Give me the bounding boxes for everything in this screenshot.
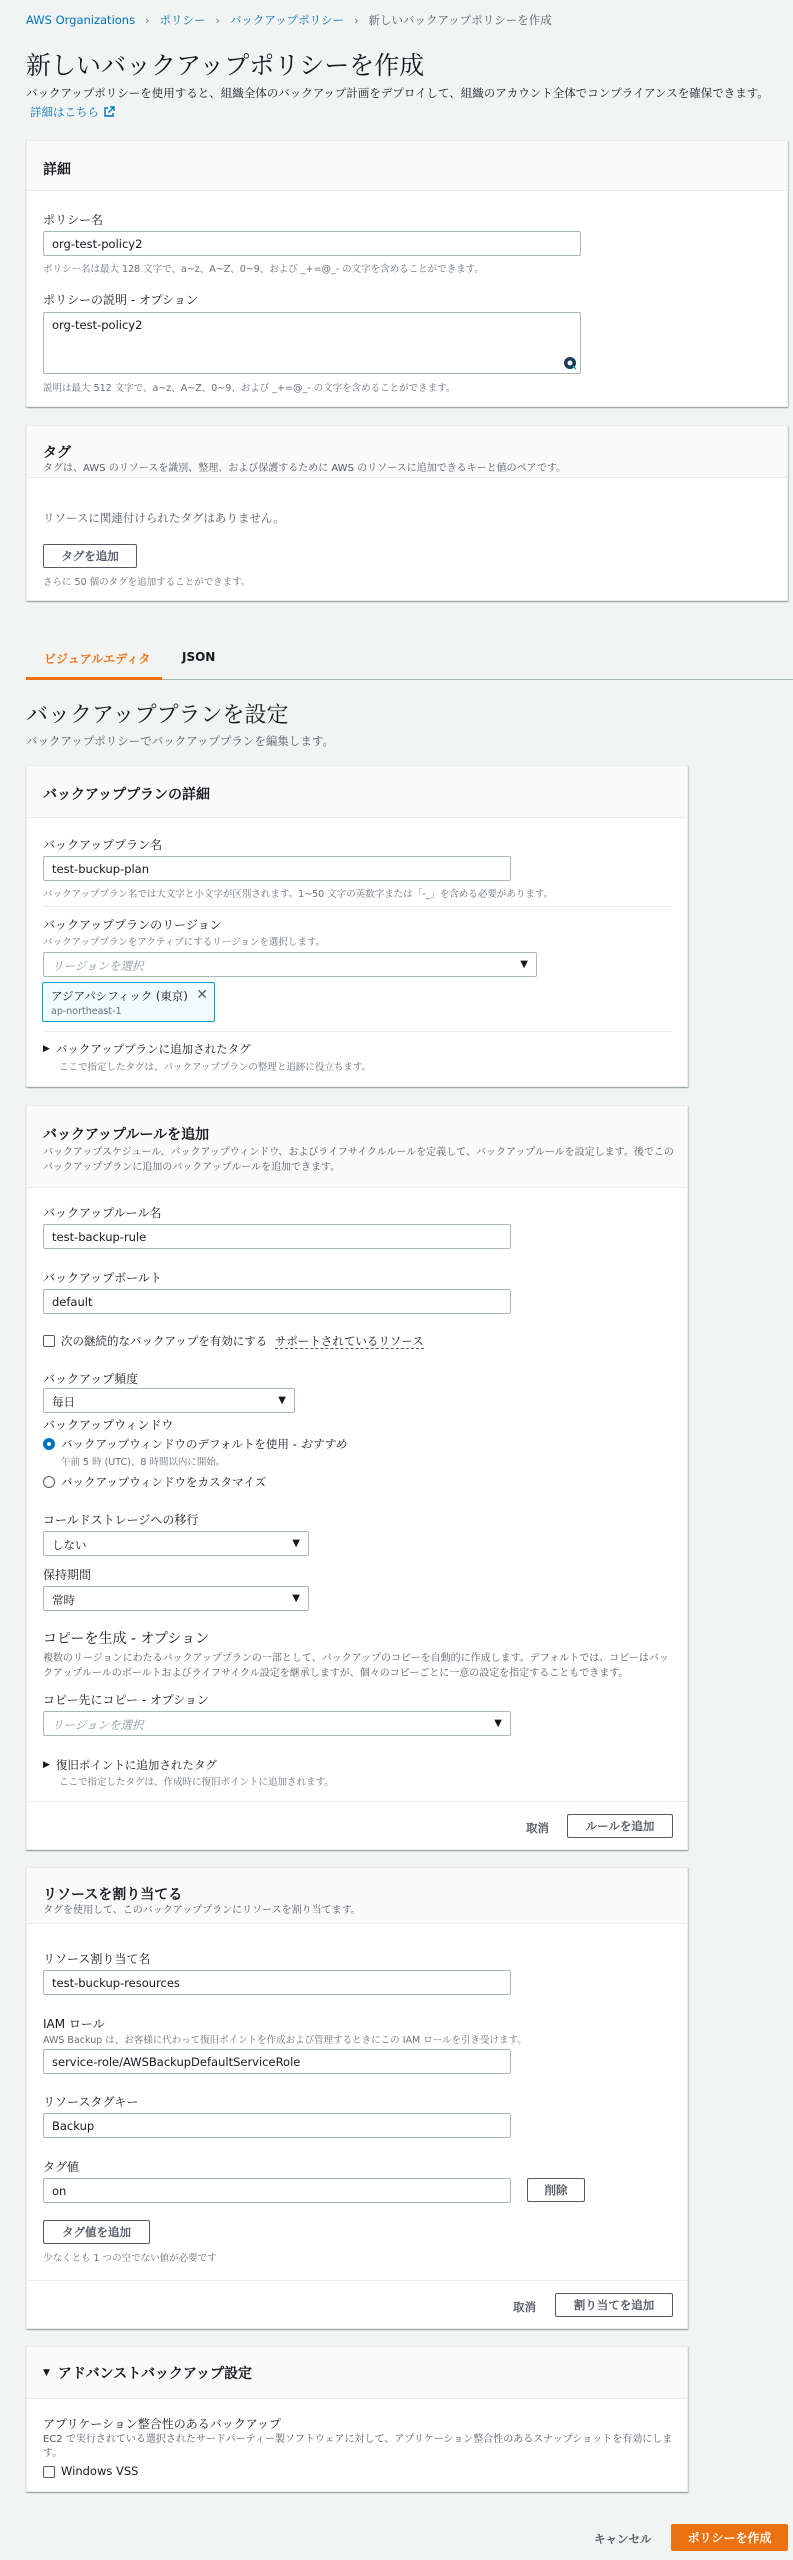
rp-tags-expander-label: 復旧ポイントに追加されたタグ [55, 1758, 217, 1772]
external-link-icon [103, 106, 115, 118]
copy-desc-1: 複数のリージョンにわたるバックアッププランの一部として、バックアップのコピーを自動的に作成します。デフォルトでは、コピーはバッ [43, 1653, 669, 1664]
assign-resources-card [26, 1867, 688, 2329]
tag-key-label: リソースタグキー [43, 2095, 139, 2109]
windows-vss-label: Windows VSS [61, 2464, 139, 2478]
details-card-header [27, 141, 787, 191]
tab-json[interactable]: JSON [182, 650, 216, 664]
breadcrumb-separator: › [354, 13, 359, 27]
plan-region-label: バックアッププランのリージョン [43, 918, 222, 932]
divider [43, 906, 673, 907]
continuous-backup-text: 次の継続的なバックアップを有効にする [61, 1334, 268, 1348]
backup-rule-subtitle-2: バックアッププランに追加のバックアップルールを追加できます。 [43, 1162, 341, 1173]
retention-label: 保持期間 [43, 1568, 92, 1582]
region-token-label: アジアパシフィック (東京) [51, 989, 188, 1003]
policy-name-input[interactable]: org-test-policy2 [43, 231, 581, 256]
plan-section-title: バックアッププランを設定 [26, 703, 289, 728]
window-default-label [61, 1436, 347, 1452]
cold-storage-value: しない [52, 1538, 87, 1552]
copy-desc-2: クアップルールのボールトおよびライフサイクル設定を継承しますが、個々のコピーごとに一意の設定を指定することもできます。 [43, 1668, 629, 1679]
add-tag-value-hint: 少なくとも 1 つの空でない値が必要です [43, 2253, 217, 2264]
cancel-button[interactable]: キャンセル [594, 2532, 652, 2546]
backup-rule-title: バックアップルールを追加 [43, 1127, 210, 1143]
supported-resources-link[interactable]: サポートされているリソース [274, 1334, 424, 1348]
app-consistent-label: アプリケーション整合性のあるバックアップ [43, 2417, 281, 2431]
learn-more-link[interactable] [30, 104, 115, 120]
caret-right-icon: ▶ [43, 1044, 50, 1054]
details-title: 詳細 [43, 162, 71, 178]
tab-visual-editor[interactable]: ビジュアルエディタ [44, 652, 151, 666]
remove-token-icon[interactable]: ✕ [196, 987, 208, 1003]
breadcrumb-separator: › [215, 13, 220, 27]
copy-dest-label: コピー先にコピー - オプション [43, 1693, 209, 1707]
app-consistent-desc-1: EC2 で実行されている選択されたサードパーティー製ソフトウェアに対して、アプリケーション整合性のあるスナップショットを有効にしま [43, 2434, 673, 2445]
policy-desc-value: org-test-policy2 [52, 318, 143, 332]
breadcrumb-backup-policies[interactable]: バックアップポリシー [229, 13, 345, 27]
policy-name-label: ポリシー名 [43, 213, 104, 227]
region-token-code: ap-northeast-1 [51, 1006, 122, 1017]
add-rule-button[interactable]: ルールを追加 [567, 1814, 673, 1838]
divider [43, 1031, 673, 1032]
plan-tags-expander-hint: ここで指定したタグは、バックアッププランの整理と追跡に役立ちます。 [59, 1062, 372, 1073]
details-card [26, 140, 788, 407]
tag-value-input[interactable]: on [43, 2178, 511, 2203]
tag-key-input[interactable]: Backup [43, 2113, 511, 2138]
active-tab-indicator [26, 677, 162, 680]
cold-storage-select[interactable] [43, 1531, 309, 1556]
plan-section-subtitle: バックアップポリシーでバックアッププランを編集します。 [26, 734, 334, 748]
plan-region-select[interactable] [43, 952, 537, 977]
resize-handle-icon[interactable] [563, 356, 577, 370]
plan-details-header [27, 766, 687, 818]
plan-details-title: バックアッププランの詳細 [43, 787, 211, 803]
divider [27, 2280, 687, 2281]
iam-role-input[interactable]: service-role/AWSBackupDefaultServiceRole [43, 2049, 511, 2074]
plan-name-input[interactable]: test-buckup-plan [43, 856, 511, 881]
vault-input[interactable]: default [43, 1289, 511, 1314]
tags-empty-text: リソースに関連付けられたタグはありません。 [43, 511, 285, 525]
rp-tags-hint: ここで指定したタグは、作成時に復旧ポイントに追加されます。 [59, 1777, 334, 1788]
app-consistent-desc-2: す。 [43, 2448, 63, 2459]
plan-region-hint: バックアッププランをアクティブにするリージョンを選択します。 [43, 937, 326, 948]
plan-name-hint: バックアッププラン名では大文字と小文字が区別されます。1~50 文字の英数字または「-_」を含める必要があります。 [43, 889, 554, 900]
breadcrumb-separator: › [145, 13, 150, 27]
create-policy-button[interactable]: ポリシーを作成 [671, 2524, 788, 2551]
advanced-settings-card [26, 2346, 688, 2492]
rp-tags-expander[interactable] [43, 1757, 217, 1773]
plan-tags-expander[interactable] [43, 1041, 251, 1057]
rule-name-label: バックアップルール名 [43, 1206, 162, 1220]
editor-tabs [26, 640, 793, 680]
rule-cancel-button[interactable]: 取消 [526, 1821, 549, 1835]
breadcrumb-policies[interactable]: ポリシー [159, 13, 206, 27]
delete-tag-value-button[interactable]: 削除 [527, 2178, 585, 2202]
assign-name-label: リソース割り当て名 [43, 1952, 151, 1966]
caret-right-icon: ▶ [43, 1760, 50, 1770]
plan-name-label: バックアッププラン名 [43, 838, 163, 852]
add-tag-button[interactable]: タグを追加 [43, 544, 137, 568]
window-custom-radio[interactable] [43, 1476, 55, 1488]
tags-hint: さらに 50 個のタグを追加することができます。 [43, 577, 251, 588]
tags-title: タグ [43, 445, 71, 461]
backup-rule-subtitle-1: バックアップスケジュール、バックアップウィンドウ、およびライフサイクルルールを定義して、バックアップルールを設定します。後でこの [43, 1147, 674, 1158]
window-default-radio[interactable] [43, 1438, 55, 1450]
continuous-backup-checkbox[interactable] [43, 1335, 55, 1347]
window-default-hint: 午前 5 時 (UTC)、8 時間以内に開始。 [61, 1457, 226, 1468]
assign-cancel-button[interactable]: 取消 [513, 2300, 536, 2314]
windows-vss-checkbox[interactable] [43, 2466, 55, 2478]
window-default-text: バックアップウィンドウのデフォルトを使用 - [61, 1437, 301, 1451]
iam-role-label: IAM ロール [43, 2017, 105, 2031]
rule-name-input[interactable]: test-backup-rule [43, 1224, 511, 1249]
backup-rule-header [27, 1106, 687, 1188]
caret-down-icon: ▼ [43, 2367, 50, 2378]
assign-title: リソースを割り当てる [43, 1887, 183, 1903]
retention-value: 常時 [52, 1593, 75, 1607]
divider [27, 1801, 687, 1802]
page-title: 新しいバックアップポリシーを作成 [26, 51, 425, 80]
frequency-label: バックアップ頻度 [43, 1372, 139, 1386]
page-description: バックアップポリシーを使用すると、組織全体のバックアップ計画をデプロイして、組織のアカウント全体でコンプライアンスを確保できます。 [26, 86, 769, 100]
copy-dest-select[interactable] [43, 1711, 511, 1736]
breadcrumb [26, 12, 552, 28]
policy-name-hint: ポリシー名は最大 128 文字で、a~z、A~Z、0~9、および _+=@_- の文字を含めることができます。 [43, 264, 484, 275]
breadcrumb-current: 新しいバックアップポリシーを作成 [368, 13, 552, 27]
learn-more-label: 詳細はこちら [30, 105, 99, 119]
frequency-value: 毎日 [52, 1395, 75, 1409]
tags-card-header [27, 426, 787, 478]
tag-value-label: タグ値 [43, 2160, 80, 2174]
window-custom-label: バックアップウィンドウをカスタマイズ [61, 1475, 267, 1489]
policy-desc-label: ポリシーの説明 - オプション [43, 293, 198, 307]
breadcrumb-organizations[interactable]: AWS Organizations [26, 13, 136, 27]
window-label: バックアップウィンドウ [43, 1418, 174, 1432]
window-default-recommended: おすすめ [300, 1437, 347, 1451]
tags-subtitle: タグは、AWS のリソースを識別、整理、および保護するために AWS のリソースに追加できるキーと値のペアです。 [43, 463, 567, 474]
retention-select[interactable] [43, 1586, 309, 1611]
copy-dest-placeholder: リージョンを選択 [52, 1718, 144, 1732]
continuous-backup-label [61, 1333, 424, 1349]
plan-details-card [26, 765, 688, 1087]
vault-label: バックアップボールト [43, 1271, 162, 1285]
cold-storage-label: コールドストレージへの移行 [43, 1513, 199, 1527]
add-tag-value-button[interactable]: タグ値を追加 [43, 2220, 150, 2244]
policy-desc-textarea[interactable] [43, 312, 581, 374]
plan-region-placeholder: リージョンを選択 [52, 959, 144, 973]
region-token [42, 982, 215, 1022]
iam-role-hint: AWS Backup は、お客様に代わって復旧ポイントを作成および管理するときにこの IAM ロールを引き受けます。 [43, 2035, 527, 2046]
copy-title: コピーを生成 - オプション [43, 1631, 210, 1647]
advanced-title: アドバンストバックアップ設定 [57, 2365, 252, 2382]
backup-rule-card [26, 1105, 688, 1850]
policy-desc-hint: 説明は最大 512 文字で、a~z、A~Z、0~9、および _+=@_- の文字を含めることができます。 [43, 383, 456, 394]
frequency-select[interactable] [43, 1388, 295, 1413]
assign-subtitle: タグを使用して、このバックアッププランにリソースを割り当てます。 [43, 1905, 361, 1916]
add-assignment-button[interactable]: 割り当てを追加 [555, 2293, 673, 2317]
assign-name-input[interactable]: test-buckup-resources [43, 1970, 511, 1995]
assign-header [27, 1868, 687, 1924]
plan-tags-expander-label: バックアッププランに追加されたタグ [55, 1042, 251, 1056]
tags-card [26, 425, 788, 601]
advanced-header[interactable] [27, 2347, 687, 2399]
